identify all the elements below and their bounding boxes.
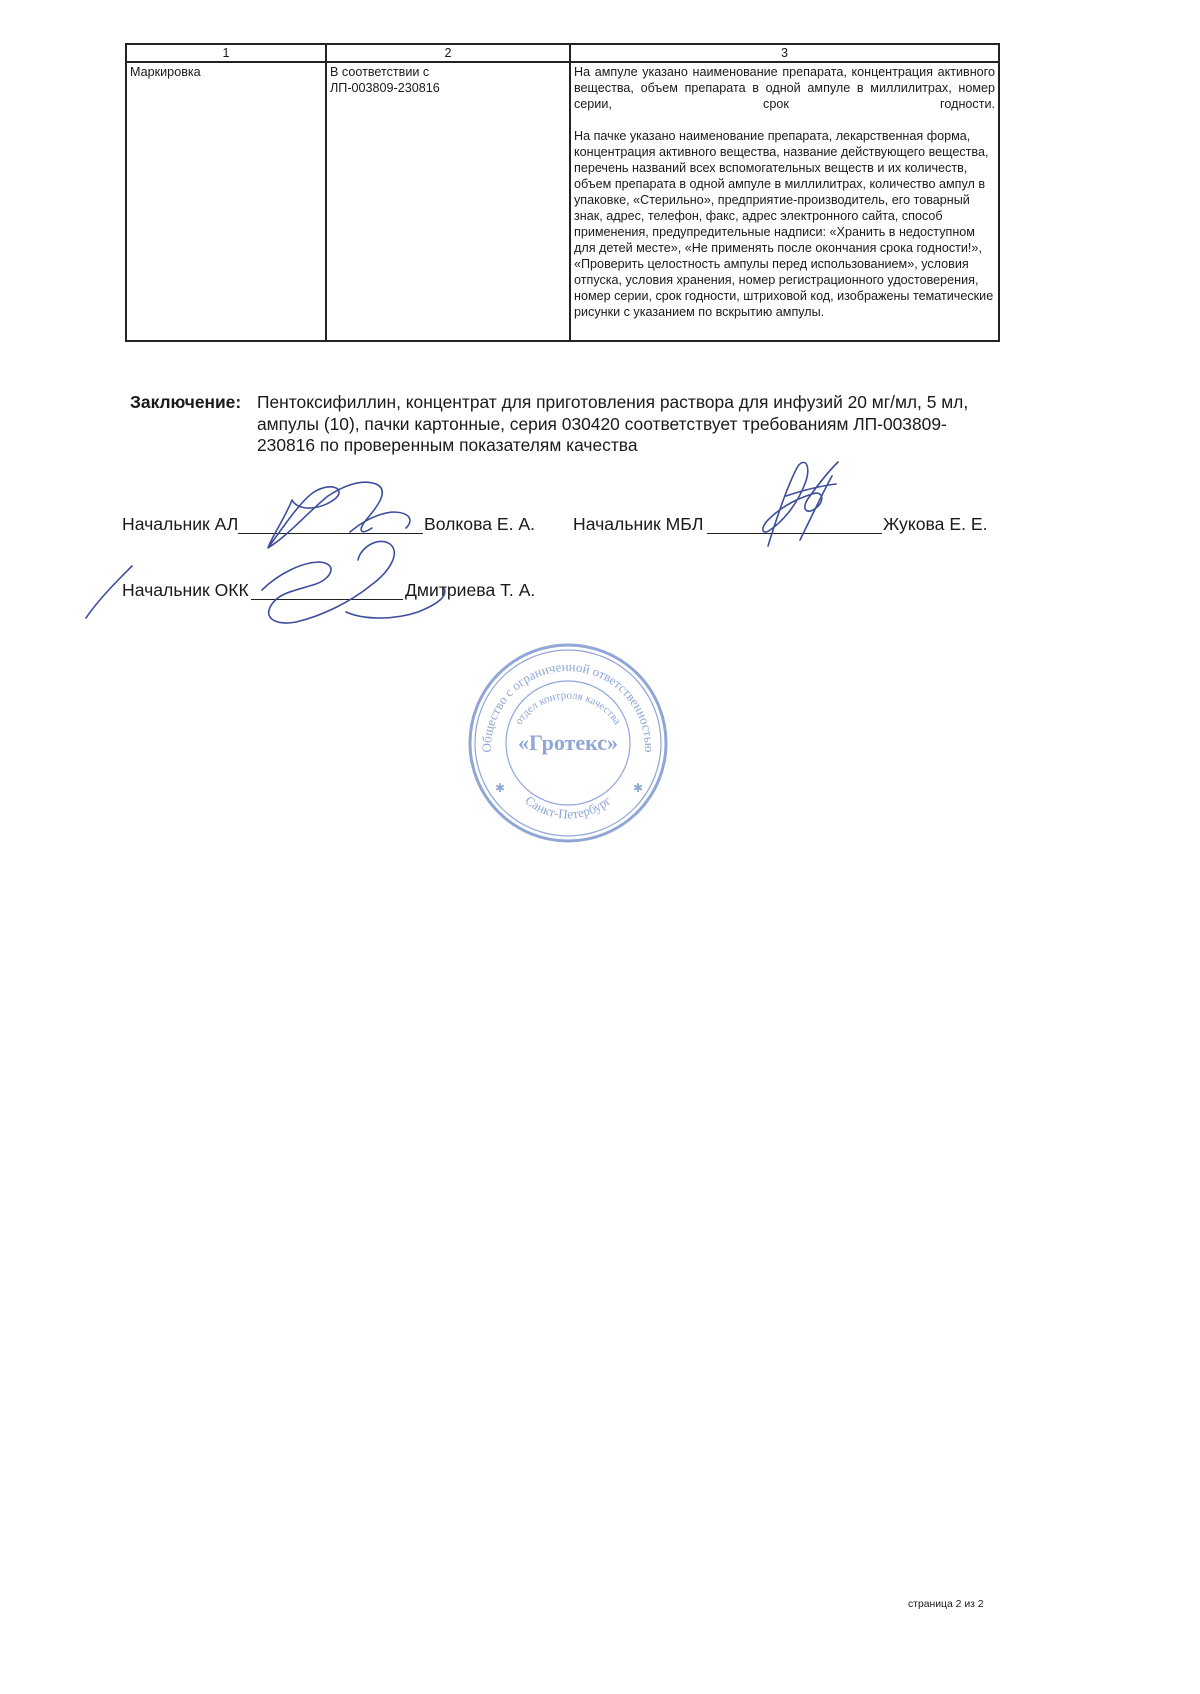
stamp-star-icon: ✱ (633, 781, 644, 795)
stamp-center-text: «Гротекс» (517, 730, 619, 755)
conclusion-text: Пентоксифиллин, концентрат для приготовления раствора для инфузий 20 мг/мл, 5 мл, ампулы (10), пачки картонные, серия 030420 соответствует требованиям ЛП-003809-230816 по проверенным показателям качества (257, 392, 969, 455)
signatory-name: Волкова Е. А. (424, 514, 536, 534)
ampoule-marking-text: На ампуле указано наименование препарата, концентрация активного вещества, объем препарата в одной ампуле в миллилитрах, номер серии, срок годности. (574, 65, 995, 111)
signature-rule (251, 599, 403, 600)
company-stamp (465, 640, 671, 846)
characteristic-cell: Маркировка (126, 62, 326, 341)
stamp-star-icon: ✱ (495, 781, 506, 795)
company-seal (465, 640, 671, 846)
stamp-outer-text: Общество с ограниченной ответственностью (478, 658, 658, 753)
conclusion-label: Заключение: (130, 392, 242, 412)
signatory-title: Начальник МБЛ (573, 514, 704, 534)
table-header-row (126, 44, 999, 62)
column-header: 2 (326, 44, 570, 62)
requirement-cell (326, 62, 570, 341)
signature-volkova (268, 482, 382, 548)
quality-spec-table (125, 43, 1000, 342)
signatory-title: Начальник ОКК (122, 580, 249, 600)
table-row (126, 62, 999, 341)
signature-rule (707, 533, 882, 534)
requirement-text: В соответствии с ЛП-003809-230816 (330, 65, 440, 95)
stamp-inner-text: отдел контроля качества (512, 689, 624, 727)
signature-dmitrieva (262, 541, 394, 623)
signature-rule (238, 533, 423, 534)
column-header: 3 (570, 44, 999, 62)
signature-volkova-flourish (350, 512, 410, 532)
signatory-title: Начальник АЛ (122, 514, 239, 534)
page-number: страница 2 из 2 (908, 1599, 984, 1610)
stamp-city-text: Санкт-Петербург (522, 792, 614, 822)
column-header: 1 (126, 44, 326, 62)
signatory-name: Дмитриева Т. А. (405, 580, 536, 600)
signatory-name: Жукова Е. Е. (883, 514, 988, 534)
package-marking-text: На пачке указано наименование препарата, лекарственная форма, концентрация активного вещества, название действующего вещества, перечень названий всех вспомогательных веществ и их количеств, объем препарата в одной ампуле в миллилитрах, количество ампул в упаковке, «Стерильно», предприятие-производитель, его товарный знак, адрес, телефон, факс, адрес электронного сайта, способ применения, предупредительные надписи: «Хранить в недоступном для детей месте», «Не применять после окончания срока годности!», «Проверить целостность ампулы перед использованием», условия отпуска, условия хранения, номер регистрационного удостоверения, номер серии, срок годности, штриховой код, изображены тематические рисунки с указанием по вскрытию ампулы. (574, 129, 994, 319)
result-cell (570, 62, 999, 341)
